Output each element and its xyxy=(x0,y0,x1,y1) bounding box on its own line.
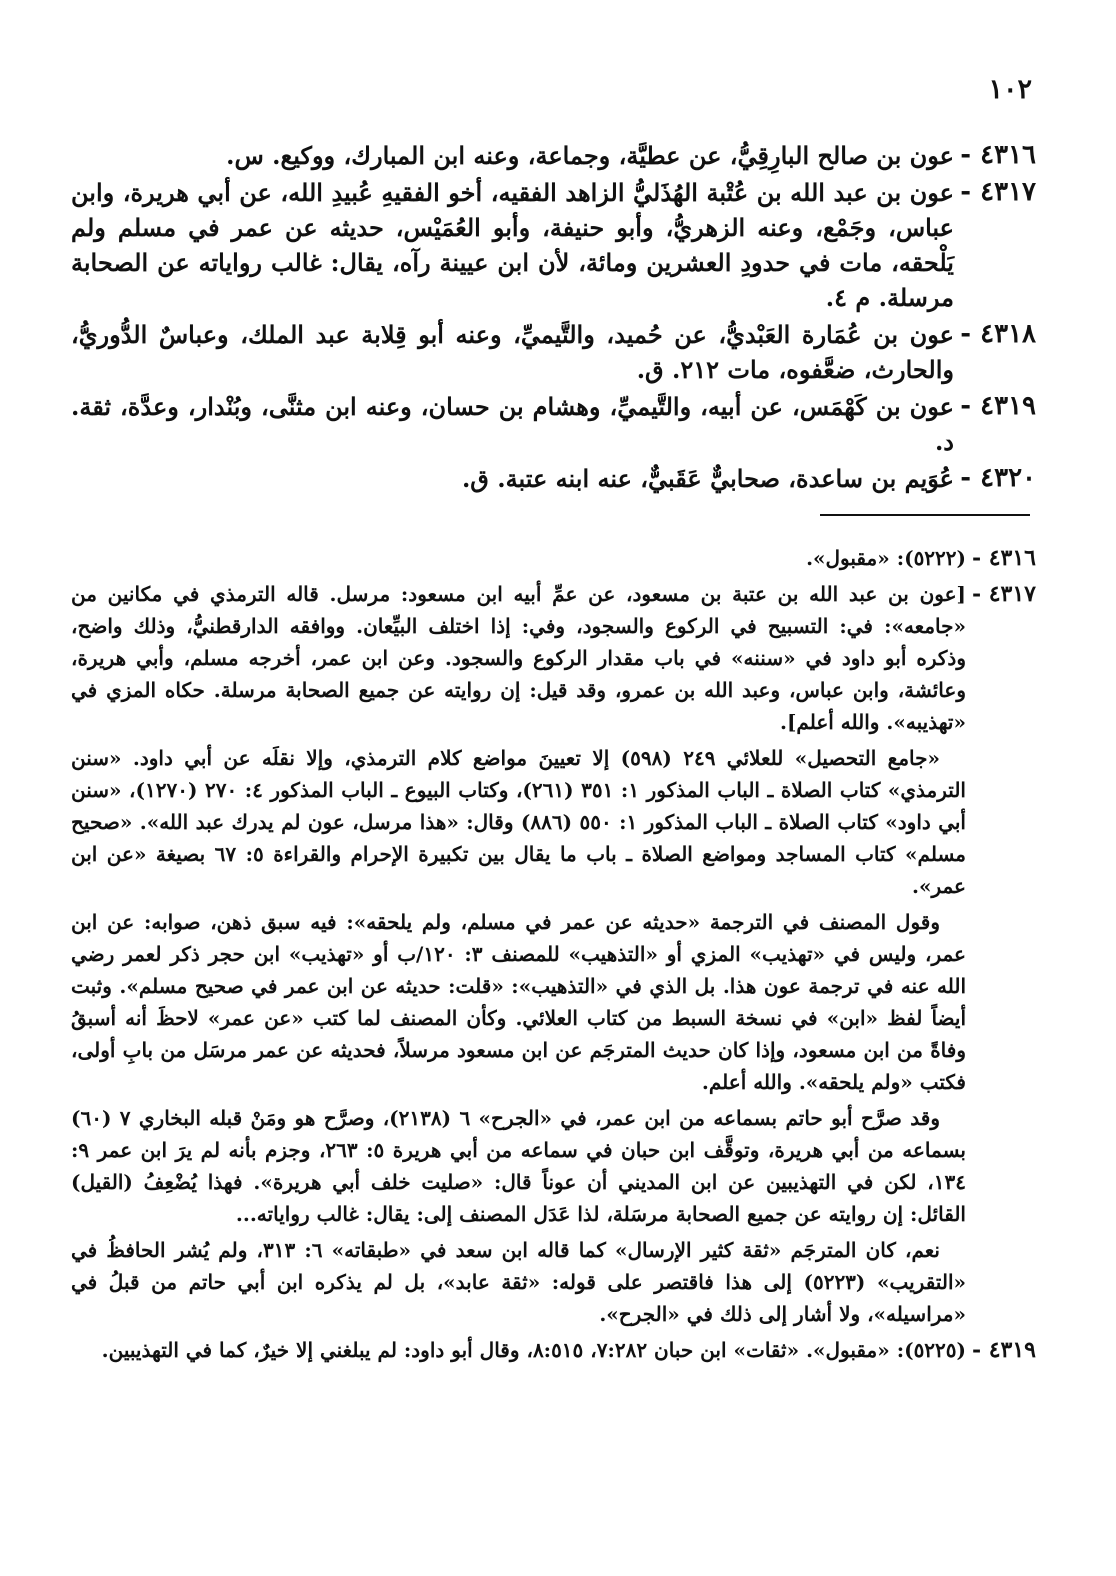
note-4316 xyxy=(71,542,1036,574)
note-paragraph: وقد صرَّح أبو حاتم بسماعه من ابن عمر، في «الجرح» ٦ (٢١٣٨)، وصرَّح هو ومَنْ قبله البخاري ٧ (٦٠) بسماعه من أبي هريرة، وتوقَّف ابن حبان في سماعه من أبي هريرة ٥: ٢٦٣، وجزم بأنه لم يرَ ابن عمر ٩: ١٣٤، لكن في التهذيبين عن ابن المديني أن عوناً قال: «صليت خلف أبي هريرة». فهذا يُضْعِفُ (القيل) القائل: إن روايته عن جميع الصحابة مرسَلة، لذا عَدَل المصنف إلى: يقال: غالب رواياته... xyxy=(71,1106,966,1226)
entry-4318 xyxy=(71,317,1036,387)
entry-4316 xyxy=(71,138,1036,173)
entry-number: ٤٣١٩ - xyxy=(960,391,1036,421)
note-number: ٤٣١٦ - xyxy=(971,545,1036,571)
note-body xyxy=(71,578,966,1330)
entry-4317 xyxy=(71,175,1036,315)
entry-text: عُوَيم بن ساعدة، صحابيٌّ عَقَبيٌّ، عنه ابنه عتبة. ق. xyxy=(461,464,954,493)
entry-text: عون بن كَهْمَس، عن أبيه، والتَّيميِّ، وهشام بن حسان، وعنه ابن مثنَّى، وبُنْدار، وعدَّة، ثقة. د. xyxy=(71,392,954,456)
note-text: (٥٢٢٢): «مقبول». xyxy=(806,546,966,570)
note-number: ٤٣١٧ - xyxy=(971,581,1036,607)
note-text: (٥٢٢٥): «مقبول». «ثقات» ابن حبان ٧:٢٨٢، ٨:٥١٥، وقال أبو داود: لم يبلغني إلا خيرٌ، كما في التهذيبين. xyxy=(101,1338,966,1362)
note-4317 xyxy=(71,578,1036,1330)
note-paragraph: وقول المصنف في الترجمة «حديثه عن عمر في مسلم، ولم يلحقه»: فيه سبق ذهن، صوابه: عن ابن عمر، وليس في «تهذيب» المزي أو «التذهيب» للمصنف ٣: ١٢٠/ب أو «تهذيب» ابن حجر ذكر لعمر رضي الله عنه في ترجمة عون هذا. بل الذي في «التذهيب»: «قلت: حديثه عن ابن عمر في صحيح مسلم». وثبت أيضاً لفظ «ابن» في نسخة السبط من كتاب العلائي. وكأن المصنف لما كتب «عن عمر» لاحظَ أنه أسبقُ وفاةً من ابن مسعود، وإذا كان حديث المترجَم عن ابن مسعود مرسلاً، فحديثه عن عمر مرسَل من بابِ أولى، فكتب «ولم يلحقه». والله أعلم. xyxy=(71,910,966,1094)
entry-4319 xyxy=(71,389,1036,459)
note-first-paragraph: [عون بن عبد الله بن عتبة بن مسعود، عن عمِّ أبيه ابن مسعود: مرسل. قاله الترمذي في مكانين من «جامعه»: في: التسبيح في الركوع والسجود، وفي: إذا اختلف البيِّعان. ووافقه الدارقطنيُّ، وذلك واضح، وذكره أبو داود في «سننه» في باب مقدار الركوع والسجود. وعن ابن عمر، أخرجه مسلم، وأبي هريرة، وعائشة، وابن عباس، وعبد الله بن عمرو، وقد قيل: إن روايته عن جميع الصحابة مرسلة. حكاه المزي في «تهذيبه». والله أعلم]. xyxy=(71,582,966,734)
entry-number: ٤٣١٦ - xyxy=(960,140,1036,170)
note-paragraph: نعم، كان المترجَم «ثقة كثير الإرسال» كما قاله ابن سعد في «طبقاته» ٦: ٣١٣، ولم يُشر الحافظُ في «التقريب» (٥٢٢٣) إلى هذا فاقتصر على قوله: «ثقة عابد»، بل لم يذكره ابن أبي حاتم من قبلُ في «مراسيله»، ولا أشار إلى ذلك في «الجرح». xyxy=(71,1238,966,1326)
entry-number: ٤٣١٨ - xyxy=(960,319,1036,349)
entry-text: عون بن صالح البارِقِيُّ، عن عطيَّة، وجماعة، وعنه ابن المبارك، ووكيع. س. xyxy=(226,141,954,170)
entry-number: ٤٣١٧ - xyxy=(960,177,1036,207)
note-4319 xyxy=(71,1334,1036,1366)
entry-number: ٤٣٢٠ - xyxy=(960,463,1036,493)
entry-4320 xyxy=(71,461,1036,496)
note-number: ٤٣١٩ - xyxy=(971,1337,1036,1363)
note-paragraph: «جامع التحصيل» للعلائي ٢٤٩ (٥٩٨) إلا تعيينَ مواضع كلام الترمذي، وإلا نقلَه عن أبي داود. «سنن الترمذي» كتاب الصلاة ـ الباب المذكور ١: ٣٥١ (٢٦١)، وكتاب البيوع ـ الباب المذكور ٤: ٢٧٠ (١٢٧٠)، «سنن أبي داود» كتاب الصلاة ـ الباب المذكور ١: ٥٥٠ (٨٨٦) وقال: «هذا مرسل، عون لم يدرك عبد الله». «صحيح مسلم» كتاب المساجد ومواضع الصلاة ـ باب ما يقال بين تكبيرة الإحرام والقراءة ٥: ٦٧ بصيغة «عن ابن عمر». xyxy=(71,746,966,898)
footnote-divider xyxy=(820,514,1030,516)
main-entries xyxy=(71,138,1036,498)
entry-text: عون بن عُمَارة العَبْديُّ، عن حُميد، والتَّيميِّ، وعنه أبو قِلابة عبد الملك، وعباسٌ الدُّوريُّ، والحارث، ضعَّفوه، مات ٢١٢. ق. xyxy=(71,320,954,384)
entry-text: عون بن عبد الله بن عُتْبة الهُذَليُّ الزاهد الفقيه، أخو الفقيهِ عُبيدِ الله، عن أبي هريرة، وابن عباس، وجَمْع، وعنه الزهريُّ، وأبو حنيفة، وأبو العُمَيْس، حديثه عن عمر في مسلم ولم يَلْحقه، مات في حدودِ العشرين ومائة، لأن ابن عيينة رآه، يقال: غالب رواياته عن الصحابة مرسلة. م ٤. xyxy=(71,178,954,312)
page-number: ١٠٢ xyxy=(988,74,1032,105)
footnotes xyxy=(71,542,1036,1370)
